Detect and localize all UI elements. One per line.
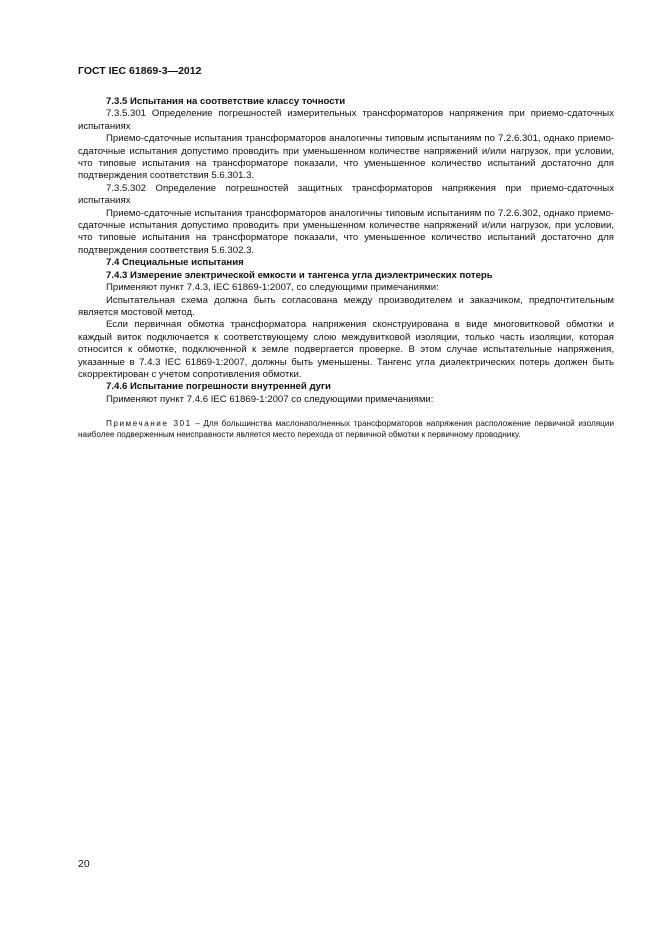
section-7-3-5-301-text: Приемо-сдаточные испытания трансформаторов аналогичны типовым испытаниям по 7.2.6.301, однако приемо-сдаточные испытания допустимо проводить при уменьшенном количестве напряжений и/или нагрузок, при условии, что типовые испытания на трансформаторе показали, что уменьшенное количество испытаний достаточно для подтверждения соответствия 5.6.301.3. — [78, 133, 614, 182]
section-7-3-5-302-text: Приемо-сдаточные испытания трансформаторов аналогичны типовым испытаниям по 7.2.6.302, однако приемо-сдаточные испытания допустимо проводить при уменьшенном количестве напряжений и/или нагрузок, при условии, что типовые испытания на трансформаторе показали, что уменьшенное количество испытаний достаточно для подтверждения соответствия 5.6.302.3. — [78, 207, 614, 256]
section-7-4-3-title: 7.4.3 Измерение электрической емкости и тангенса угла диэлектрических потерь — [106, 269, 493, 281]
note-label: Примечание 301 — [106, 419, 192, 429]
note-301 — [78, 419, 614, 440]
document-header: ГОСТ IEC 61869-3—2012 — [78, 65, 202, 77]
section-7-3-5-301-title: 7.3.5.301 Определение погрешностей измерительных трансформаторов напряжения при приемо-сдаточных испытаниях — [78, 108, 614, 132]
section-7-3-5-302-title: 7.3.5.302 Определение погрешностей защитных трансформаторов напряжения при приемо-сдаточных испытаниях — [78, 182, 614, 207]
document-body — [78, 96, 614, 440]
section-7-3-5-title: 7.3.5 Испытания на соответствие классу точности — [106, 96, 346, 107]
section-7-4-6-paragraph-1: Применяют пункт 7.4.6 IEC 61869-1:2007 со следующими примечаниями: — [106, 393, 434, 405]
page-number: 20 — [78, 858, 90, 870]
section-7-4-3-paragraph-2: Испытательная схема должна быть согласована между производителем и заказчиком, предпочтительным является мостовой метод. — [78, 294, 614, 318]
section-7-4-3-paragraph-1: Применяют пункт 7.4.3, IEC 61869-1:2007, со следующими примечаниями: — [106, 282, 439, 294]
note-text: – Для большинства маслонаполненных трансформаторов напряжения расположение первичной изоляции наиболее подверженным неисправности является место перехода от первичной обмотки к первичному проводнику. — [78, 419, 614, 439]
section-7-4-3-paragraph-3: Если первичная обмотка трансформатора напряжения сконструирована в виде многовитковой обмотки и каждый виток подключается к соответствующему слою междувитковой изоляции, только часть изоляции, которая относится к обмотке, подключенной к земле подвергается проверке. В этом случае испытательные напряжения, указанные в 7.4.3 IEC 61869-1:2007, должны быть уменьшены. Тангенс угла диэлектрических потерь должен быть скорректирован с учетом сопротивления обмотки. — [78, 319, 614, 380]
section-7-4-6-title: 7.4.6 Испытание погрешности внутренней дуги — [106, 381, 331, 393]
section-7-4-title: 7.4 Специальные испытания — [106, 257, 244, 269]
